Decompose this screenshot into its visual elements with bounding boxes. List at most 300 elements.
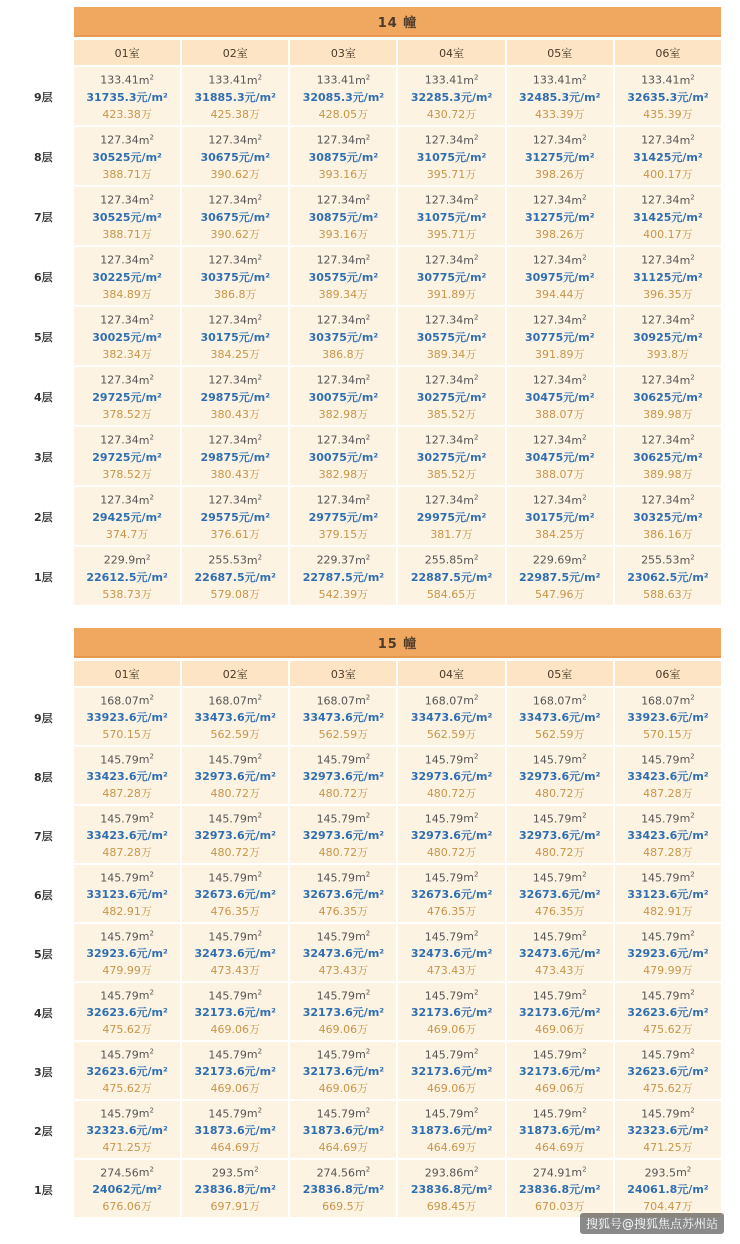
unit-area-value: 127.34: [100, 373, 139, 387]
unit-area: [317, 1103, 371, 1123]
unit-price: 32173.6元/m²: [410, 1065, 493, 1079]
unit-area-unit: $m^2$: [355, 73, 371, 87]
unit-area-unit: $m^2$: [571, 1165, 587, 1180]
unit-area-unit: $m^2$: [679, 988, 695, 1003]
unit-price: 30225元/m²: [92, 270, 162, 284]
unit-area-unit: $m^2$: [679, 870, 695, 885]
unit-total: 388.07万: [534, 407, 585, 421]
unit-total: 480.72万: [318, 787, 369, 801]
unit-total: 374.7万: [105, 527, 149, 541]
unit-cell: [290, 1101, 396, 1158]
unit-area: [100, 808, 154, 828]
unit-area-value: 127.34: [424, 433, 464, 447]
unit-price: 30075元/m²: [308, 390, 379, 404]
unit-cell: [398, 427, 504, 485]
unit-cell: [74, 487, 180, 545]
unit-price: 31075元/m²: [416, 210, 487, 224]
unit-total: 473.43万: [534, 964, 585, 978]
unit-area-value: 127.34: [100, 193, 139, 207]
unit-area-value: 127.34: [316, 313, 356, 327]
unit-area-unit: $m^2$: [679, 553, 695, 567]
unit-area: [641, 1103, 695, 1123]
unit-price: 32473.6元/m²: [410, 947, 493, 961]
unit-price: 30575元/m²: [308, 270, 379, 284]
unit-area: [317, 429, 371, 449]
unit-area-value: 127.34: [532, 373, 572, 387]
unit-cell: [290, 487, 396, 545]
unit-total: 382.34万: [102, 347, 152, 361]
unit-price: 32673.6元/m²: [194, 888, 276, 902]
unit-cell: [182, 67, 288, 125]
unit-total: 469.06万: [534, 1023, 585, 1037]
unit-price: 31425元/m²: [633, 150, 703, 164]
unit-price: 24062元/m²: [92, 1183, 162, 1197]
unit-area: [425, 926, 479, 946]
unit-area-value: 127.34: [641, 253, 680, 267]
unit-area-value: 145.79: [424, 871, 464, 885]
unit-cell: [398, 307, 504, 365]
unit-price: 23836.8元/m²: [194, 1183, 276, 1197]
unit-area-unit: $m^2$: [463, 811, 479, 826]
unit-cell: [74, 1160, 180, 1217]
unit-price: 33473.6元/m²: [519, 711, 601, 725]
unit-cell: [290, 67, 396, 125]
unit-cell: [182, 247, 288, 305]
unit-area-unit: $m^2$: [679, 752, 695, 767]
unit-total: 482.91万: [102, 905, 152, 919]
unit-area-value: 145.79: [641, 1107, 680, 1121]
unit-area: [641, 429, 695, 449]
unit-area: [641, 808, 695, 828]
unit-area: [317, 749, 371, 769]
unit-total: 394.44万: [534, 287, 585, 301]
room-header: 02室: [182, 661, 288, 686]
unit-cell: [182, 487, 288, 545]
unit-area-value: 145.79: [532, 930, 572, 944]
unit-area-unit: $m^2$: [571, 1106, 587, 1121]
unit-area-value: 145.79: [641, 930, 680, 944]
unit-cell: [398, 127, 504, 185]
unit-area: [100, 309, 154, 329]
unit-area-value: 127.34: [532, 193, 572, 207]
unit-cell: [398, 1101, 504, 1158]
unit-price: 31735.3元/m²: [86, 90, 168, 104]
unit-area-unit: $m^2$: [246, 133, 263, 147]
unit-total: 469.06万: [426, 1023, 477, 1037]
unit-area-value: 293.5: [644, 1166, 677, 1180]
unit-cell: [615, 187, 721, 245]
unit-price: 32623.6元/m²: [627, 1065, 709, 1079]
unit-area: [425, 1044, 479, 1064]
unit-price: 30975元/m²: [524, 270, 595, 284]
unit-area-value: 127.34: [208, 133, 247, 147]
unit-area: [100, 1103, 154, 1123]
unit-area-unit: $m^2$: [246, 313, 263, 327]
unit-cell: [615, 806, 721, 863]
unit-price: 29425元/m²: [92, 510, 162, 524]
unit-area: [100, 489, 154, 509]
unit-total: 388.07万: [534, 467, 585, 481]
unit-area-value: 145.79: [532, 812, 572, 826]
unit-area: [533, 309, 587, 329]
unit-total: 389.98万: [643, 467, 693, 481]
unit-area-value: 127.34: [208, 433, 247, 447]
unit-area: [533, 749, 587, 769]
unit-area-value: 145.79: [208, 1048, 247, 1062]
unit-price: 29875元/m²: [200, 450, 271, 464]
unit-area-value: 145.79: [316, 753, 356, 767]
unit-cell: [507, 367, 613, 425]
unit-cell: [615, 1042, 721, 1099]
unit-area-value: 145.79: [641, 812, 680, 826]
unit-cell: [507, 688, 613, 745]
room-header: 03室: [290, 661, 396, 686]
unit-cell: [290, 688, 396, 745]
unit-area-unit: $m^2$: [679, 373, 695, 387]
unit-area-value: 127.34: [424, 253, 464, 267]
unit-area-value: 133.41: [100, 73, 139, 87]
unit-total: 464.69万: [426, 1141, 477, 1155]
unit-area: [208, 867, 262, 887]
unit-cell: [74, 806, 180, 863]
unit-price: 24061.8元/m²: [627, 1183, 709, 1197]
unit-total: 393.16万: [318, 227, 369, 241]
unit-price: 31873.6元/m²: [519, 1124, 601, 1138]
unit-area-unit: $m^2$: [571, 1047, 587, 1062]
unit-area: [208, 369, 262, 389]
unit-total: 487.28万: [102, 787, 152, 801]
unit-area-value: 255.85: [424, 553, 464, 567]
unit-area-unit: $m^2$: [246, 988, 263, 1003]
room-header: 06室: [615, 40, 721, 65]
floor-label: 6层: [34, 271, 53, 284]
unit-area-unit: $m^2$: [138, 1165, 154, 1180]
unit-total: 380.43万: [210, 407, 260, 421]
unit-total: 697.91万: [210, 1200, 260, 1214]
unit-area: [641, 369, 695, 389]
unit-price: 32923.6元/m²: [627, 947, 709, 961]
unit-price: 32973.6元/m²: [302, 829, 385, 843]
unit-cell: [615, 1101, 721, 1158]
unit-area-value: 127.34: [641, 373, 680, 387]
unit-price: 32923.6元/m²: [86, 947, 168, 961]
unit-area-value: 133.41: [424, 73, 464, 87]
unit-total: 396.35万: [643, 287, 693, 301]
unit-area: [208, 309, 262, 329]
unit-total: 400.17万: [643, 167, 693, 181]
unit-total: 433.39万: [534, 107, 585, 121]
unit-area-unit: $m^2$: [138, 929, 154, 944]
unit-cell: [615, 865, 721, 922]
unit-cell: [507, 487, 613, 545]
unit-area-unit: $m^2$: [571, 193, 587, 207]
unit-area: [317, 808, 371, 828]
unit-area-value: 133.41: [532, 73, 572, 87]
unit-area: [317, 189, 371, 209]
unit-total: 464.69万: [318, 1141, 369, 1155]
unit-area-unit: $m^2$: [463, 693, 479, 708]
unit-total: 384.89万: [102, 287, 152, 301]
unit-area-value: 145.79: [532, 871, 572, 885]
unit-area-unit: $m^2$: [463, 870, 479, 885]
unit-area: [641, 749, 695, 769]
room-header: 05室: [507, 40, 613, 65]
unit-area-value: 145.79: [316, 989, 356, 1003]
unit-area-unit: $m^2$: [679, 133, 695, 147]
unit-price: 32673.6元/m²: [519, 888, 601, 902]
unit-cell: [615, 688, 721, 745]
unit-area: [641, 985, 695, 1005]
unit-area-unit: $m^2$: [246, 752, 263, 767]
unit-cell: [615, 924, 721, 981]
unit-area-unit: $m^2$: [138, 133, 154, 147]
unit-area: [533, 867, 587, 887]
unit-area-unit: $m^2$: [463, 752, 479, 767]
unit-cell: [615, 127, 721, 185]
unit-area: [425, 985, 479, 1005]
unit-area: [641, 549, 695, 569]
unit-cell: [74, 307, 180, 365]
unit-total: 388.71万: [102, 227, 152, 241]
unit-price: 30675元/m²: [200, 150, 271, 164]
unit-cell: [507, 1101, 613, 1158]
unit-total: 669.5万: [322, 1200, 365, 1214]
unit-total: 547.96万: [534, 587, 585, 601]
unit-total: 389.98万: [643, 407, 693, 421]
unit-area-value: 145.79: [208, 871, 247, 885]
unit-area: [641, 129, 695, 149]
unit-total: 398.26万: [534, 167, 585, 181]
unit-price: 33473.6元/m²: [194, 711, 276, 725]
unit-area-unit: $m^2$: [138, 988, 154, 1003]
unit-area-unit: $m^2$: [463, 373, 479, 387]
unit-area-unit: $m^2$: [355, 752, 371, 767]
floor-label: 7层: [34, 829, 53, 843]
unit-area-value: 145.79: [100, 812, 139, 826]
unit-price: 22887.5元/m²: [410, 570, 493, 584]
unit-total: 469.06万: [210, 1082, 260, 1096]
unit-cell: [290, 747, 396, 804]
unit-area-unit: $m^2$: [355, 870, 371, 885]
unit-area-unit: $m^2$: [463, 313, 479, 327]
unit-area: [533, 1103, 587, 1123]
unit-area: [208, 549, 262, 569]
unit-area: [641, 189, 695, 209]
unit-price: 30625元/m²: [633, 450, 703, 464]
unit-price: 33923.6元/m²: [86, 711, 168, 725]
unit-price: 30375元/m²: [308, 330, 379, 344]
unit-total: 588.63万: [643, 587, 693, 601]
floor-label: 7层: [34, 211, 53, 224]
unit-total: 480.72万: [426, 846, 477, 860]
unit-area: [208, 985, 262, 1005]
unit-area-value: 145.79: [424, 812, 464, 826]
unit-price: 29575元/m²: [200, 510, 271, 524]
unit-area-value: 168.07: [316, 694, 356, 708]
unit-price: 23836.8元/m²: [519, 1183, 601, 1197]
unit-price: 33923.6元/m²: [627, 711, 709, 725]
unit-price: 32173.6元/m²: [519, 1006, 601, 1020]
floor-label: 1层: [34, 1183, 53, 1197]
room-header: 01室: [74, 40, 180, 65]
unit-total: 386.8万: [213, 287, 257, 301]
unit-area: [317, 369, 371, 389]
unit-price: 33473.6元/m²: [410, 711, 493, 725]
unit-price: 32173.6元/m²: [519, 1065, 601, 1079]
unit-price: 32623.6元/m²: [86, 1006, 168, 1020]
unit-area-value: 127.34: [316, 253, 356, 267]
unit-area-value: 133.41: [641, 73, 680, 87]
unit-area-value: 127.34: [532, 313, 572, 327]
unit-total: 538.73万: [102, 587, 152, 601]
unit-area: [425, 549, 479, 569]
unit-area: [100, 1162, 154, 1182]
unit-area: [425, 1162, 479, 1182]
unit-total: 425.38万: [210, 107, 260, 121]
unit-area-value: 127.34: [532, 493, 572, 507]
unit-cell: [290, 547, 396, 605]
unit-area-unit: $m^2$: [679, 929, 695, 944]
unit-cell: [290, 187, 396, 245]
unit-area-unit: $m^2$: [246, 253, 263, 267]
unit-total: 670.03万: [534, 1200, 585, 1214]
unit-total: 473.43万: [318, 964, 369, 978]
unit-area-value: 127.34: [208, 193, 247, 207]
unit-area-unit: $m^2$: [138, 253, 154, 267]
unit-area: [100, 749, 154, 769]
unit-area-unit: $m^2$: [679, 1047, 695, 1062]
unit-cell: [290, 247, 396, 305]
unit-area: [317, 489, 371, 509]
floor-label: 8层: [34, 151, 53, 164]
unit-area: [425, 369, 479, 389]
unit-area-unit: $m^2$: [355, 988, 371, 1003]
unit-price: 32623.6元/m²: [86, 1065, 168, 1079]
unit-cell: [74, 187, 180, 245]
unit-cell: [507, 187, 613, 245]
unit-area-unit: $m^2$: [246, 693, 263, 708]
unit-area: [100, 1044, 154, 1064]
unit-cell: [74, 983, 180, 1040]
unit-area-value: 127.34: [424, 373, 464, 387]
unit-area-value: 127.34: [208, 253, 247, 267]
unit-area: [425, 867, 479, 887]
unit-area-value: 127.34: [532, 433, 572, 447]
unit-cell: [182, 688, 288, 745]
unit-price: 32973.6元/m²: [519, 770, 601, 784]
unit-cell: [507, 307, 613, 365]
unit-area-value: 255.53: [208, 553, 247, 567]
unit-area-value: 145.79: [532, 753, 572, 767]
unit-area-unit: $m^2$: [571, 253, 587, 267]
floor-label: 6层: [34, 888, 53, 902]
unit-total: 423.38万: [102, 107, 152, 121]
unit-area: [641, 309, 695, 329]
unit-price: 29725元/m²: [92, 450, 162, 464]
unit-cell: [182, 127, 288, 185]
unit-price: 30875元/m²: [308, 210, 379, 224]
unit-price: 30525元/m²: [92, 210, 162, 224]
unit-area-unit: $m^2$: [571, 811, 587, 826]
unit-price: 30175元/m²: [524, 510, 595, 524]
floor-label: 9层: [34, 91, 53, 104]
unit-area-unit: $m^2$: [355, 133, 371, 147]
unit-area-value: 127.34: [532, 133, 572, 147]
unit-total: 469.06万: [318, 1082, 369, 1096]
unit-area-unit: $m^2$: [571, 313, 587, 327]
unit-area-unit: $m^2$: [355, 929, 371, 944]
unit-total: 476.35万: [210, 905, 260, 919]
unit-area: [533, 69, 587, 89]
unit-price: 32173.6元/m²: [194, 1006, 276, 1020]
unit-price: 30775元/m²: [524, 330, 595, 344]
unit-area-value: 145.79: [208, 753, 247, 767]
unit-cell: [290, 427, 396, 485]
unit-area: [641, 690, 695, 710]
unit-total: 487.28万: [643, 846, 693, 860]
unit-total: 475.62万: [643, 1023, 693, 1037]
unit-area-unit: $m^2$: [463, 1106, 479, 1121]
room-header: 03室: [290, 40, 396, 65]
unit-area: [317, 309, 371, 329]
unit-price: 33423.6元/m²: [627, 829, 709, 843]
unit-area-unit: $m^2$: [463, 553, 479, 567]
unit-area-unit: $m^2$: [463, 133, 479, 147]
unit-total: 390.62万: [210, 227, 260, 241]
unit-area-value: 127.34: [100, 493, 139, 507]
unit-area-unit: $m^2$: [571, 988, 587, 1003]
unit-area-value: 145.79: [316, 1107, 356, 1121]
unit-area-unit: $m^2$: [246, 73, 263, 87]
unit-area-unit: $m^2$: [138, 433, 154, 447]
unit-cell: [182, 983, 288, 1040]
unit-area-unit: $m^2$: [679, 313, 695, 327]
building-table: [74, 7, 721, 605]
unit-total: 376.61万: [210, 527, 260, 541]
unit-cell: [615, 547, 721, 605]
unit-area: [425, 429, 479, 449]
unit-area-value: 145.79: [208, 989, 247, 1003]
unit-area-unit: $m^2$: [135, 553, 151, 567]
unit-area-value: 127.34: [316, 193, 356, 207]
unit-area-value: 145.79: [100, 1107, 139, 1121]
unit-total: 480.72万: [426, 787, 477, 801]
unit-price: 31075元/m²: [416, 150, 487, 164]
unit-cell: [398, 67, 504, 125]
floor-label: 5层: [34, 331, 53, 344]
unit-area-value: 168.07: [532, 694, 572, 708]
unit-area: [100, 867, 154, 887]
unit-total: 562.59万: [318, 728, 369, 742]
unit-area-unit: $m^2$: [138, 1047, 154, 1062]
unit-price: 32973.6元/m²: [519, 829, 601, 843]
unit-area-unit: $m^2$: [243, 1165, 259, 1180]
unit-price: 33423.6元/m²: [627, 770, 709, 784]
unit-area: [104, 549, 151, 569]
unit-price: 30625元/m²: [633, 390, 703, 404]
unit-price: 22612.5元/m²: [86, 570, 168, 584]
unit-area: [533, 690, 587, 710]
unit-cell: [507, 67, 613, 125]
unit-area-value: 127.34: [208, 373, 247, 387]
unit-total: 464.69万: [534, 1141, 585, 1155]
unit-area-unit: $m^2$: [571, 73, 587, 87]
unit-total: 382.98万: [318, 407, 369, 421]
unit-area: [425, 309, 479, 329]
unit-area-value: 145.79: [424, 1107, 464, 1121]
unit-area: [317, 1162, 371, 1182]
unit-area-unit: $m^2$: [246, 929, 263, 944]
